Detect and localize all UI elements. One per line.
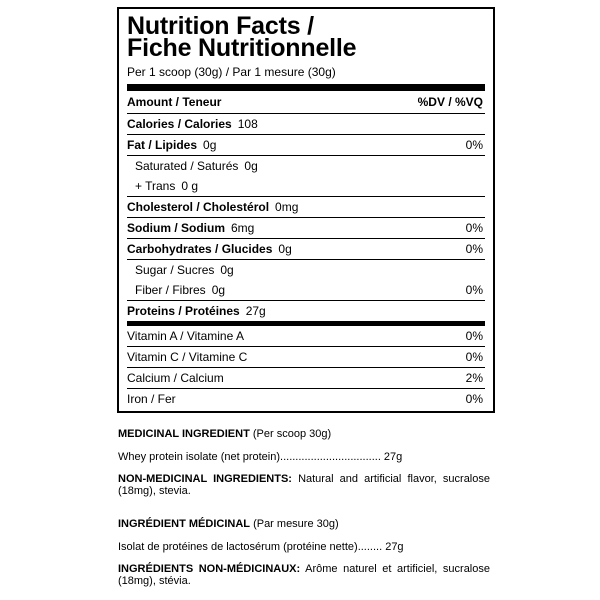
label-title-en: Nutrition Facts / — [127, 12, 314, 40]
nutrient-label: Sodium / Sodium — [127, 221, 225, 235]
nutrient-row-fiber — [127, 280, 485, 301]
vitamin-dv: 0% — [465, 350, 483, 364]
nutrient-dv: 0% — [465, 138, 483, 152]
nutrient-row-proteins — [127, 301, 485, 321]
nutrient-row-carbohydrates — [127, 239, 485, 260]
thick-divider — [127, 84, 485, 91]
non-medicinal-fr — [118, 563, 490, 587]
nutrient-dv: 0% — [465, 242, 483, 256]
nutrient-label: Saturated / Saturés — [135, 159, 239, 173]
nutrient-label: Calories / Calories — [127, 117, 232, 131]
serving-size: Per 1 scoop (30g) / Par 1 mesure (30g) — [127, 65, 336, 79]
vitamin-label: Iron / Fer — [127, 392, 176, 406]
medicinal-heading: INGRÉDIENT MÉDICINAL — [118, 518, 250, 530]
non-medicinal-text: Arôme naturel et artificiel, sucralose (18mg), stévia. — [118, 563, 490, 587]
vitamin-row — [127, 326, 485, 347]
vitamin-dv: 0% — [465, 392, 483, 406]
medicinal-heading: MEDICINAL INGREDIENT — [118, 428, 250, 440]
nutrient-label: Proteins / Protéines — [127, 304, 240, 318]
vitamin-label: Vitamin A / Vitamine A — [127, 329, 244, 343]
vitamin-label: Calcium / Calcium — [127, 371, 224, 385]
nutrition-facts-label — [117, 7, 495, 413]
medicinal-line-fr: Isolat de protéines de lactosérum (protéine nette)........ 27g — [118, 541, 404, 553]
nutrient-value: 6mg — [231, 221, 255, 235]
nutrient-value: 0mg — [275, 200, 299, 214]
non-medicinal-heading: INGRÉDIENTS NON-MÉDICINAUX: — [118, 563, 301, 575]
nutrient-label: Cholesterol / Cholestérol — [127, 200, 270, 214]
nutrient-value: 27g — [245, 304, 266, 318]
nutrient-value: 0g — [220, 263, 234, 277]
nutrient-row-fat — [127, 135, 485, 156]
nutrient-value: 0 g — [181, 179, 199, 193]
nutrient-value: 0g — [203, 138, 217, 152]
nutrient-row-sodium — [127, 218, 485, 239]
medicinal-note: (Per scoop 30g) — [252, 428, 332, 440]
nutrient-value: 108 — [237, 117, 258, 131]
medicinal-note: (Par mesure 30g) — [253, 518, 339, 530]
nutrient-row-calories — [127, 114, 485, 135]
vitamin-dv: 2% — [465, 371, 483, 385]
nutrient-value: 0g — [211, 283, 226, 297]
vitamin-row — [127, 389, 485, 409]
vitamin-row — [127, 368, 485, 389]
nutrient-label: + Trans — [135, 179, 176, 193]
non-medicinal-text: Natural and artificial flavor, sucralose (18mg), stevia. — [118, 473, 490, 497]
nutrient-dv: 0% — [465, 221, 483, 235]
vitamin-row — [127, 347, 485, 368]
nutrient-row-cholesterol — [127, 197, 485, 218]
nutrient-dv: 0% — [465, 283, 483, 297]
nutrient-value: 0g — [278, 242, 292, 256]
non-medicinal-en — [118, 473, 490, 497]
nutrient-label: Fiber / Fibres — [135, 283, 206, 297]
nutrient-row-saturated — [127, 156, 485, 176]
amount-header: Amount / Teneur — [127, 95, 222, 109]
nutrient-label: Carbohydrates / Glucides — [127, 242, 273, 256]
header-row — [127, 91, 485, 114]
non-medicinal-heading: NON-MEDICINAL INGREDIENTS: — [118, 473, 292, 485]
nutrient-row-trans — [127, 176, 485, 197]
nutrient-row-sugar — [127, 260, 485, 280]
nutrient-label: Fat / Lipides — [127, 138, 198, 152]
medicinal-ingredient-en — [118, 428, 490, 440]
label-title-fr: Fiche Nutritionnelle — [127, 34, 357, 62]
vitamin-dv: 0% — [465, 329, 483, 343]
medicinal-ingredient-fr — [118, 518, 490, 530]
nutrient-label: Sugar / Sucres — [135, 263, 215, 277]
nutrient-value: 0g — [244, 159, 258, 173]
dv-header: %DV / %VQ — [417, 95, 483, 109]
medicinal-line-en: Whey protein isolate (net protein)................................. 27g — [118, 451, 403, 463]
vitamin-label: Vitamin C / Vitamine C — [127, 350, 248, 364]
